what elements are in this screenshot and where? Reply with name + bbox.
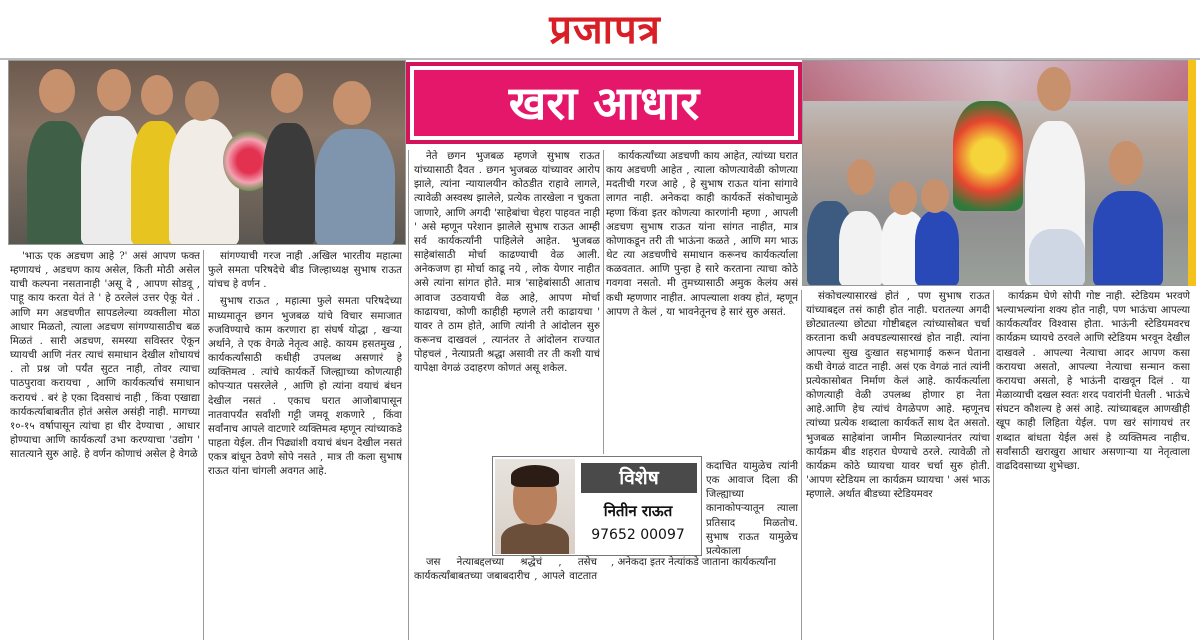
photo-figure-head — [1037, 67, 1071, 111]
column-text: कार्यकर्त्यांच्या अडचणी काय आहेत, त्यांच्या घरात काय अडचणी आहेत , त्याला कोणत्यावेळी कोणत्या मदतीची गरज आहे , हे सुभाष राऊत यांना सांगावे लागत नाही. अनेकदा काही कार्यकर्ते संकोचामुळे म्हणा किंवा इतर कोणत्या कारणांनी म्हणा , आपली अडचण सुभाष राऊत यांना सांगत नाहीत, मात्र कोणाकडून तरी ती भाऊंना कळते , आणि मग भाऊ थेट त्या अडचणीचे समाधान करूनच कार्यकर्त्याला कळवतात. आणि पुन्हा हे सारे करताना त्याचा कोठे गवगवा नसतो. मी तुमच्यासाठी अमुक केलंय असं कधी म्हणणार नाहीत. आपल्याला शक्य होतं, म्हणून आपण ते केलं , या भावनेतूनच हे सारं सुरु असतं. — [606, 151, 798, 318]
headline-text: खरा आधार — [414, 70, 794, 136]
column-text: कदाचित यामुळेच त्यांनी एक आवाज दिला की जिल्ह्याच्या कानाकोपऱ्यातून त्याला प्रतिसाद मिळतोच. सुभाष राऊत यामुळेच प्रत्येकाला — [706, 461, 798, 556]
article-column-5 — [806, 290, 990, 640]
column-divider — [408, 150, 409, 640]
photo-figure-head — [39, 69, 75, 113]
decoration-canopy — [803, 61, 1194, 101]
photo-figure-head — [97, 69, 131, 111]
column-text: सांगण्याची गरज नाही .अखिल भारतीय महात्मा फुले समता परिषदेचे बीड जिल्हाध्यक्ष सुभाष राऊत यांचच हे वर्णन . — [208, 251, 402, 291]
special-author-box — [492, 456, 702, 556]
photo-figure-head — [185, 81, 219, 121]
article-column-2 — [208, 250, 402, 640]
special-tag: विशेष — [581, 463, 697, 493]
author-name: नितीन राऊत — [603, 502, 673, 520]
column-text: संकोचल्यासारखं होतं , पण सुभाष राऊत यांच्याबद्दल तसं काही होत नाही. घरातल्या अगदी छोट्यातल्या छोट्या गोष्टीबद्दल त्यांच्यासोबत चर्चा करताना कधी अवघडल्यासारखं होत नाही. त्यांना आपल्या सुख दुःखात सहभागाई करून घेताना कधी वेगळं वाटत नाही. असं एक वेगळं नातं त्यांनी प्रत्येकासोबत निर्माण केलं आहे. कार्यकर्त्याला कोणत्याही वेळी उपलब्ध होणार हा नेता आहे.आणि हेच त्यांचं वेगळेपण आहे. म्हणूनच त्यांच्या प्रत्येक शब्दाला कार्यकर्ते साथ देत असतो. भुजबळ साहेबांना जामीन मिळाल्यानंतर त्यांचा कार्यक्रम बीड शहरात घेण्याचे ठरले. त्यावेळी तो कार्यक्रम कोठे घ्यायचा यावर चर्चा सुरु होती. 'आपण स्टेडियम ला कार्यक्रम घ्यायचा ' असं भाऊ म्हणाले. अर्थात बीडच्या स्टेडियमवर — [806, 291, 990, 501]
photo-figure — [1029, 229, 1085, 286]
article-column-6 — [996, 290, 1190, 640]
column-text: 'भाऊ एक अडचण आहे ?' असं आपण फक्त म्हणायचं , अडचण काय असेल, किती मोठी असेल याची कल्पना नसतानाही 'असू दे , आपण सोडवू , पाहू काय करता येतं ते ' हे ठरलेलं उत्तर ऐकू येतं . आणि मग अडचणीत सापडलेल्या व्यक्तीला मोठा आधार मिळतो, त्याला अडचण सांगण्यासाठीच बळ मिळतं . सारी अडचण, समस्या सविस्तर ऐकून घ्यायची आणि नंतर त्याचं समाधान देखील शोधायचं . तो प्रश्न जो पर्यंत सुटत नाही, तोवर त्याचा पाठपुरावा करायचा , आणि कार्यकर्त्याचं समाधान करायचं . बरं हे एका दिवसाचं नाही , किंवा एखाद्या कार्यकर्त्याबाबतीत होतं असेल असंही नाही. मागच्या १०-१५ वर्षापासून त्यांचा हा धीर देण्याचा , आधार होण्याचा आणि कार्यकर्त्यां उभा करण्याचा 'उद्योग ' सातत्याने सुरु आहे. हे वर्णन कोणाचं असेल हे वेगळे — [10, 251, 200, 461]
column-text: जस नेत्याबद्दलच्या श्रद्धेचं , तसेच कार्यकर्त्यांबाबतच्या जबाबदारीच , आपले वाटतात , अनेकदा इतर नेत्यांकडे जाताना कार्यकर्त्यांना — [414, 557, 777, 583]
author-portrait — [495, 459, 575, 554]
photo-figure — [27, 121, 87, 245]
portrait-hair — [511, 465, 559, 487]
photo-figure-head — [271, 73, 303, 113]
headline-banner — [406, 62, 802, 144]
column-divider — [801, 290, 802, 640]
column-divider — [603, 150, 604, 454]
photo-figure — [1093, 191, 1163, 286]
article-column-4 — [606, 150, 798, 460]
column-text: सुभाष राऊत , महात्मा फुले समता परिषदेच्या माध्यमातून छगन भुजबळ यांचे विचार समाजात रुजविण्याचे काम करणारा हा संघर्ष योद्धा , खऱ्या अर्थाने, ते एक वेगळे नेतृत्व आहे. कायम हसतमुख , कार्यकर्त्यांसाठी कधीही उपलब्ध असणारं हे व्यक्तिमत्व . त्यांचे कार्यकर्ते जिल्ह्याच्या कोणत्याही कोपऱ्यात पसरलेले , आणि हो त्यांना वयाचं बंधन देखील नसतं . एकाच घरात आजोबापासून नातवापर्यंत सर्वांशी गट्टी जमवू शकणारे , किंवा सर्वांनाच आपले वाटणारे व्यक्तिमत्व म्हणून त्यांच्याकडे पाहता येईल. तीन पिढ्यांशी वयाचं बंधन देखील नसतं एकत्र बांधून ठेवणे सोपे नसते , मात्र ती कला सुभाष राऊत यांना चांगली अवगत आहे. — [208, 296, 402, 478]
author-phone: 97652 00097 — [591, 527, 685, 543]
photo-figure — [169, 119, 239, 245]
photo-figure-head — [921, 179, 949, 213]
photo-figure-head — [889, 181, 917, 215]
masthead-title: प्रजापत्र — [490, 4, 720, 56]
portrait-shirt — [501, 523, 569, 554]
column-text: नेते छगन भुजबळ म्हणजे सुभाष राऊत यांच्यासाठी दैवत . छगन भुजबळ यांच्यावर आरोप झाले, त्यांना न्यायालयीन कोठडीत राहावे लागले, त्यावेळी अस्वस्थ झालेले, प्रत्येक तारखेला न चुकता जाणारे, आणि अगदी 'साहेबांचा चेहरा पाहवत नाही ' असे म्हणून परेशान झालेले सुभाष राऊत आम्ही सर्व कार्यकर्त्यांनी पाहिलेले आहेत. भुजबळ साहेबांसाठी मोर्चा काढण्याची वेळ आली. अनेकजण हा मोर्चा काढू नये , लोक येणार नाहीत असे त्यांना सांगत होते. मात्र 'साहेबांसाठी आताच आवाज उठवायची वेळ आहे, आपण मोर्चा काढायचा, कोणी काहीही म्हणले तरी काढायचा ' यावर ते ठाम होते, आणि त्यांनी ते आंदोलन सुरु करूनच दाखवलं , त्यानंतर ते आंदोलन राज्यात पोहचलं , नेत्याप्रती श्रद्धा असावी तर ती कशी याचं यापेक्षा वेगळं उदाहरण कोणतं असू शकेल. — [414, 151, 600, 375]
garlanded-statue — [953, 101, 1023, 211]
column-text: कार्यक्रम घेणे सोपी गोष्ट नाही. स्टेडियम भरवणे भल्याभल्यांना शक्य होत नाही, पण भाऊंचा आपल्या कार्यकर्त्यांवर विश्वास होता. भाऊंनी स्टेडियमवरच कार्यक्रम घ्यायचे ठरवले आणि स्टेडियम भरवून देखील दाखवले . आपल्या नेत्याचा आदर आपण कसा करायचा असतो, आपल्या नेत्याचा सन्मान कसा करायचा असतो, हे भाऊंनी दाखवून दिलं . या मेळाव्याची दखल स्वतः शरद पवारांनी घेतली . भाऊंचे संघटन कौशल्य हे असं आहे. त्यांच्याबद्दल आणखीही खूप काही लिहिता येईल. पण खरं सांगायचं तर शब्दात बांधता येईल असं हे व्यक्तिमत्व नाहीच. सर्वांसाठी खराखुरा आधार असणाऱ्या या नेतृत्वाला वाढदिवसाच्या शुभेच्छा. — [996, 291, 1190, 472]
photo-figure-head — [1109, 141, 1143, 185]
photo-figure-head — [847, 159, 875, 195]
column-divider — [993, 290, 994, 640]
photo-figure — [839, 211, 883, 286]
photo-frame-edge — [1188, 60, 1196, 286]
column-divider — [203, 250, 204, 640]
photo-figure — [315, 129, 395, 245]
photo-figure-head — [141, 75, 173, 115]
photo-right — [802, 60, 1194, 286]
photo-figure-head — [333, 81, 371, 125]
article-column-1 — [10, 250, 200, 640]
photo-figure — [915, 211, 959, 286]
photo-left — [8, 60, 406, 245]
photo-figure — [263, 123, 315, 245]
article-column-3-continued — [414, 556, 794, 638]
